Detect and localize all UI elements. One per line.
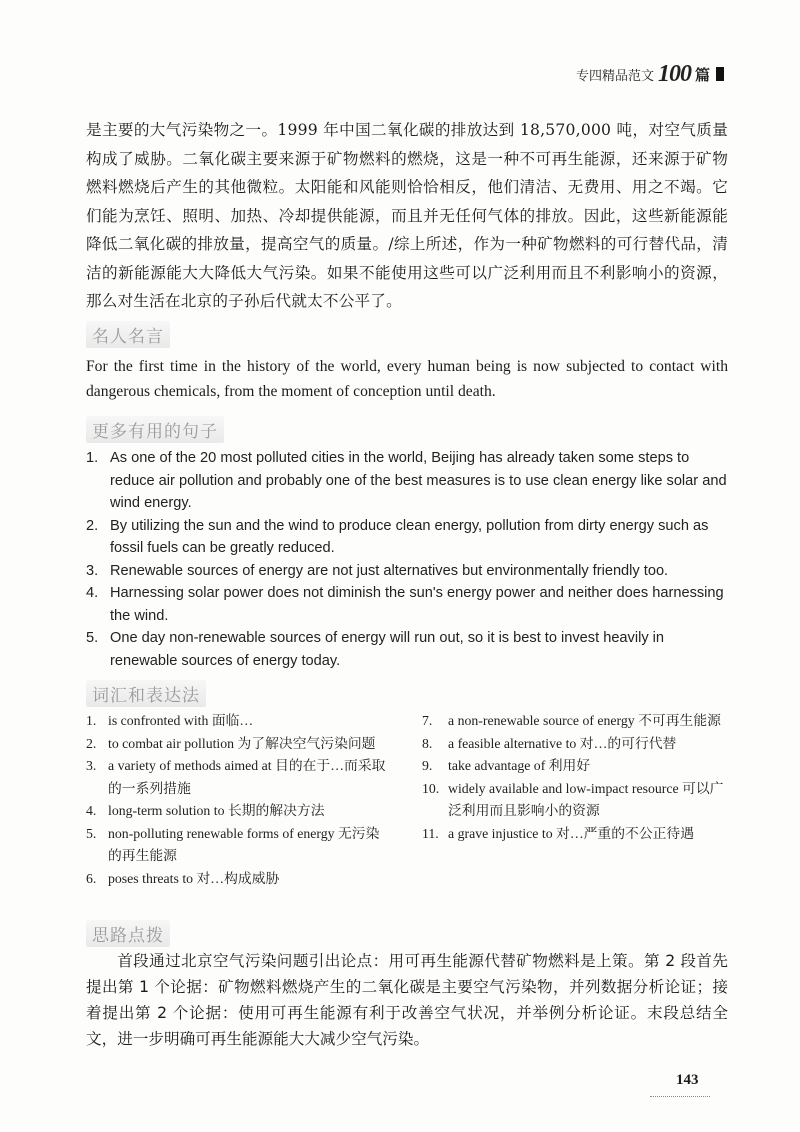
list-item: 1. As one of the 20 most polluted cities in the world, Beijing has already taken some steps to reduce air pollution and probably one of the best measures is to use clean energy like solar and wind energy. [86, 450, 727, 511]
section-title-analysis: 思路点拨 [86, 920, 170, 947]
list-item: 10. widely available and low-impact resource 可以广泛利用而且影响小的资源 [422, 780, 724, 818]
vocabulary-list-right [422, 710, 734, 845]
quote-text: For the first time in the history of the world, every human being is now subjected to contact with dangerous chemicals, from the moment of conception until death. [86, 358, 728, 400]
list-item: 4. Harnessing solar power does not diminish the sun's energy power and neither does harnessing the wind. [86, 585, 724, 624]
famous-quote [86, 354, 728, 404]
list-item: 8. a feasible alternative to 对…的可行代替 [422, 735, 677, 751]
essay-continuation [86, 116, 728, 316]
series-title: 专四精品范文 [575, 68, 654, 84]
series-unit: 篇 [694, 65, 710, 84]
list-item: 7. a non-renewable source of energy 不可再生能源 [422, 713, 721, 728]
list-item: 5. One day non-renewable sources of energy will run out, so it is best to invest heavily in renewable sources of energy today. [86, 630, 665, 669]
list-item: 9. take advantage of 利用好 [422, 758, 591, 773]
series-number: 100 [657, 61, 691, 87]
header-mark-icon [716, 67, 724, 81]
page-number: 143 [676, 1072, 699, 1088]
list-item: 11. a grave injustice to 对…严重的不公正待遇 [422, 825, 695, 841]
vocabulary-list-left [86, 710, 392, 890]
list-item: 2. to combat air pollution 为了解决空气污染问题 [86, 735, 376, 751]
list-item: 4. long-term solution to 长期的解决方法 [86, 803, 325, 818]
list-item: 3. Renewable sources of energy are not just alternatives but environmentally friendly too. [86, 562, 669, 579]
page-scribble-decoration [650, 1092, 710, 1097]
analysis-text: 首段通过北京空气污染问题引出论点：用可再生能源代替矿物燃料是上策。第 2 段首先提出第 1 个论据：矿物燃料燃烧产生的二氧化碳是主要空气污染物，并列数据分析论证；接着提出第 2 个论据：使用可再生能源有利于改善空气状况，并举例分析论证。末段总结全文，进一步明确可再生能源能大大减少空气污染。 [86, 952, 728, 1048]
list-item: 1. is confronted with 面临… [86, 713, 254, 728]
section-title-sentences: 更多有用的句子 [86, 416, 224, 443]
section-title-vocabulary: 词汇和表达法 [86, 680, 206, 707]
running-header [576, 62, 724, 86]
useful-sentences-list [86, 447, 730, 672]
list-item: 2. By utilizing the sun and the wind to produce clean energy, pollution from dirty energy such as fossil fuels can be greatly reduced. [86, 517, 709, 556]
list-item: 5. non-polluting renewable forms of energy 无污染的再生能源 [86, 825, 380, 863]
analysis-body [86, 948, 728, 1052]
section-title-quote: 名人名言 [86, 321, 170, 348]
essay-paragraph: 是主要的大气污染物之一。1999 年中国二氧化碳的排放达到 18,570,000 吨，对空气质量构成了威胁。二氧化碳主要来源于矿物燃料的燃烧，这是一种不可再生能源，还来源于矿物燃料燃烧后产生的其他微粒。太阳能和风能则恰恰相反，他们清洁、无费用、用之不竭。它们能为烹饪、照明、加热、冷却提供能源，而且并无任何气体的排放。因此，这些新能源能降低二氧化碳的排放量，提高空气的质量。/综上所述，作为一种矿物燃料的可行替代品，清洁的新能源能大大降低大气污染。如果不能使用这些可以广泛利用而且不利影响小的资源，那么对生活在北京的子孙后代就太不公平了。 [86, 121, 728, 310]
list-item: 3. a variety of methods aimed at 目的在于…而采取的一系列措施 [86, 758, 386, 796]
list-item: 6. poses threats to 对…构成威胁 [86, 870, 280, 886]
